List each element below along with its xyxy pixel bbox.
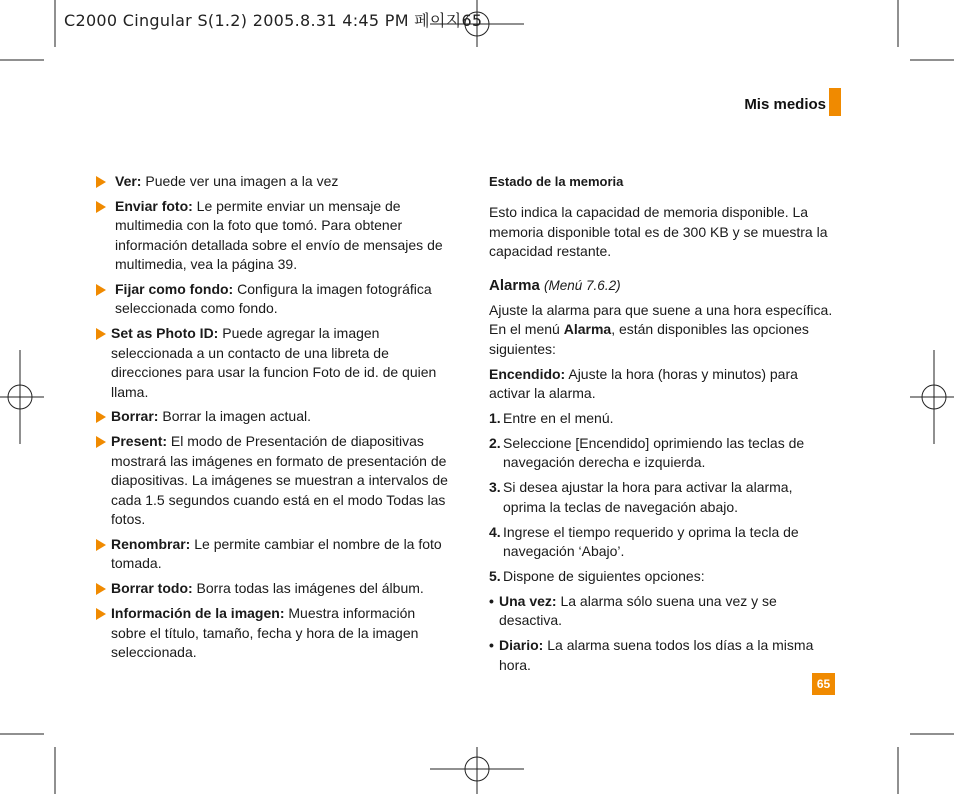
item-label: Fijar como fondo:	[115, 281, 234, 298]
item-label: Set as Photo ID:	[111, 325, 219, 342]
left-column	[96, 172, 448, 668]
print-slug: C2000 Cingular S(1.2) 2005.8.31 4:45 PM 페이지65	[64, 11, 483, 30]
item-label: Información de la imagen:	[111, 605, 285, 622]
item-text: Puede ver una imagen a la vez	[141, 173, 339, 189]
arrow-bullet-icon	[96, 539, 106, 551]
item-label: Enviar foto:	[115, 197, 193, 214]
step-text: Si desea ajustar la hora para activar la alarma, oprima la teclas de navegación abajo.	[503, 479, 793, 515]
item-text: Muestra información sobre el título, tamaño, fecha y hora de la imagen seleccionada.	[111, 605, 419, 660]
list-item-ver	[96, 172, 448, 191]
alarm-intro-bold: Alarma	[563, 321, 612, 338]
item-text: Configura la imagen fotográfica seleccionada como fondo.	[115, 281, 432, 317]
section-title: Mis medios	[744, 96, 826, 113]
item-label: Borrar:	[111, 408, 159, 425]
bullet-text: La alarma suena todos los días a la misma hora.	[499, 637, 814, 673]
arrow-bullet-icon	[96, 284, 106, 296]
alarm-intro-text-end: , están disponibles las opciones siguientes:	[489, 321, 809, 357]
right-column	[489, 172, 835, 680]
arrow-bullet-icon	[96, 201, 106, 213]
step-number: 1.	[489, 410, 501, 427]
step-item	[489, 409, 835, 428]
arrow-bullet-icon	[96, 176, 106, 188]
list-item-enviar-foto	[96, 197, 448, 275]
step-number: 3.	[489, 479, 501, 496]
item-label: Renombrar:	[111, 535, 191, 552]
step-number: 5.	[489, 567, 501, 584]
encendido-paragraph	[489, 365, 835, 404]
arrow-bullet-icon	[96, 436, 106, 448]
bullet-label: Diario:	[499, 637, 544, 654]
arrow-bullet-icon	[96, 608, 106, 620]
encendido-label: Encendido:	[489, 365, 566, 382]
bullet-dot: •	[489, 592, 494, 609]
list-item-borrar	[96, 407, 448, 426]
item-label: Ver:	[115, 173, 142, 189]
bullet-text: La alarma sólo suena una vez y se desactiva.	[499, 592, 777, 629]
section-tab-marker	[829, 88, 841, 116]
list-item-renombrar	[96, 535, 448, 574]
item-text: Borrar la imagen actual.	[158, 408, 311, 425]
item-label: Present:	[111, 433, 168, 450]
step-text: Seleccione [Encendido] oprimiendo las teclas de navegación derecha e izquierda.	[503, 434, 805, 471]
item-text: Le permite cambiar el nombre de la foto tomada.	[111, 535, 442, 572]
bullet-label: Una vez:	[499, 592, 557, 609]
list-item-borrar-todo	[96, 579, 448, 598]
bullet-dot: •	[489, 637, 494, 654]
alarm-title: Alarma	[489, 276, 540, 294]
step-item	[489, 523, 835, 562]
step-text: Dispone de siguientes opciones:	[503, 567, 705, 584]
list-item-set-photo-id	[96, 324, 448, 402]
alarm-intro	[489, 301, 835, 359]
alarm-menu-ref: (Menú 7.6.2)	[544, 277, 621, 293]
item-label: Borrar todo:	[111, 580, 193, 597]
encendido-text: Ajuste la hora (horas y minutos) para activar la alarma.	[489, 365, 798, 402]
arrow-bullet-icon	[96, 411, 106, 423]
bullet-item-una-vez	[489, 592, 835, 631]
memory-heading: Estado de la memoria	[489, 174, 624, 189]
item-text: Le permite enviar un mensaje de multimedia con la foto que tomó. Para obtener información detallada sobre el envío de mensajes de multimedia, vea la página 39.	[115, 197, 443, 273]
item-text: El modo de Presentación de diapositivas mostrará las imágenes en formato de presentación de diapositivas. La imágenes se muestran a intervalos de cada 1.5 segundos cuando está en el modo Todas las fotos.	[111, 433, 448, 527]
arrow-bullet-icon	[96, 328, 106, 340]
step-number: 4.	[489, 523, 501, 540]
alarm-heading	[489, 276, 835, 295]
alarm-intro-text: Ajuste la alarma para que suene a una hora específica. En el menú	[489, 302, 833, 338]
arrow-bullet-icon	[96, 583, 106, 595]
list-item-fijar-fondo	[96, 280, 448, 319]
bullet-item-diario	[489, 636, 835, 675]
step-number: 2.	[489, 434, 501, 451]
step-text: Entre en el menú.	[503, 410, 614, 427]
list-item-present	[96, 432, 448, 529]
step-item	[489, 434, 835, 473]
list-item-informacion-imagen	[96, 604, 448, 662]
memory-paragraph: Esto indica la capacidad de memoria disponible. La memoria disponible total es de 300 KB y se muestra la capacidad restante.	[489, 204, 828, 260]
item-text: Puede agregar la imagen seleccionada a un contacto de una libreta de direcciones para usar la funcion Foto de id. de quien llama.	[111, 325, 437, 400]
item-text: Borra todas las imágenes del álbum.	[192, 580, 424, 597]
page-number: 65	[812, 673, 835, 695]
step-item	[489, 567, 835, 586]
step-text: Ingrese el tiempo requerido y oprima la tecla de navegación ‘Abajo’.	[503, 523, 799, 559]
step-item	[489, 478, 835, 517]
